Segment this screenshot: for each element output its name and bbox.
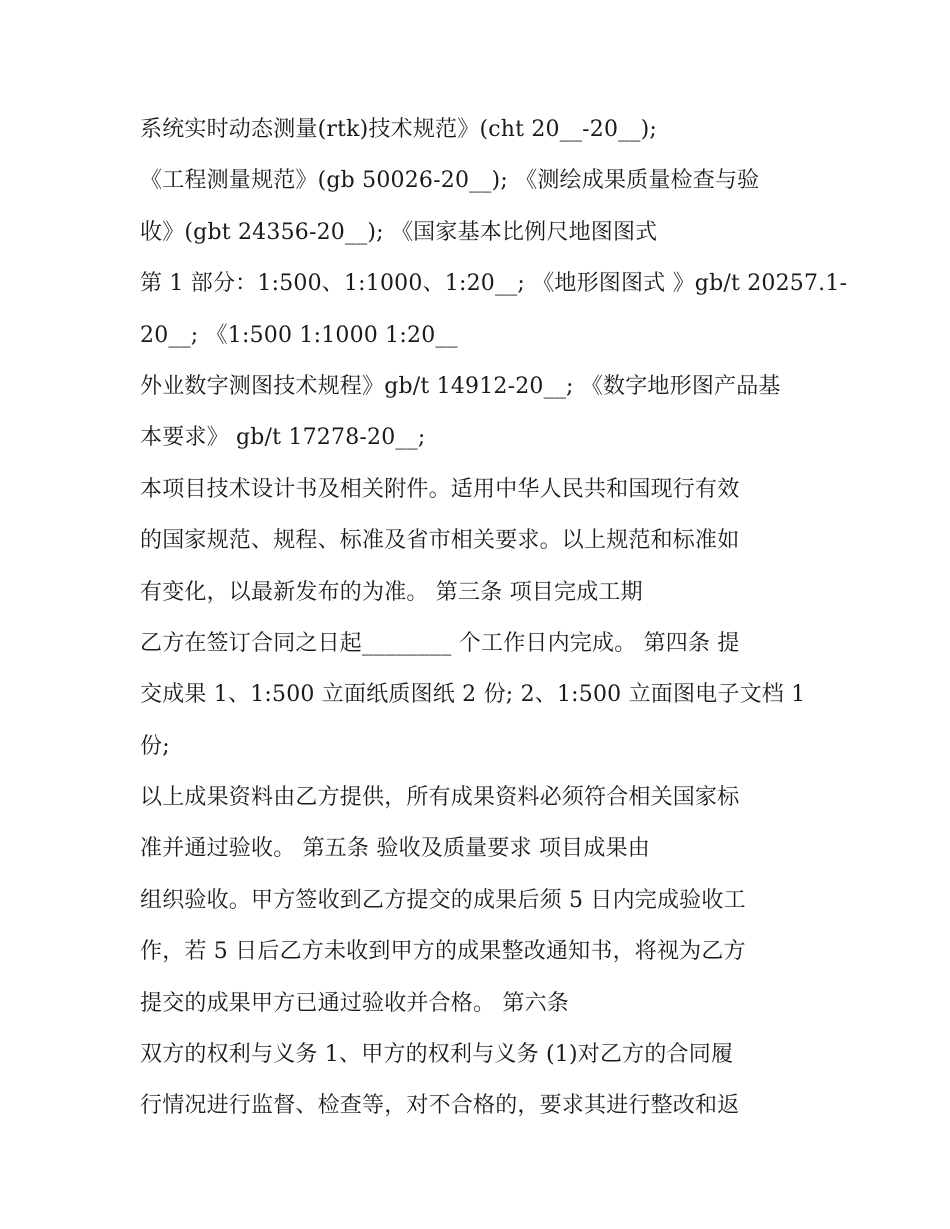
text-line: 准并通过验收。 第五条 验收及质量要求 项目成果由: [140, 836, 650, 862]
text-line: 提交的成果甲方已通过验收并合格。 第六条: [140, 990, 569, 1016]
text-line: 《工程测量规范》(gb 50026-20__); 《测绘成果质量检查与验: [140, 168, 760, 194]
text-line: 份;: [140, 733, 170, 759]
text-line: 交成果 1、1:500 立面纸质图纸 2 份; 2、1:500 立面图电子文档 1: [140, 682, 806, 708]
text-line: 本要求》 gb/t 17278-20__;: [140, 425, 426, 451]
text-line: 外业数字测图技术规程》gb/t 14912-20__; 《数字地形图产品基: [140, 373, 781, 399]
text-line: 乙方在签订合同之日起________ 个工作日内完成。 第四条 提: [140, 630, 740, 656]
text-line: 行情况进行监督、检查等，对不合格的，要求其进行整改和返: [140, 1093, 740, 1119]
document-body: [140, 104, 848, 1132]
text-line: 组织验收。甲方签收到乙方提交的成果后须 5 日内完成验收工: [140, 887, 746, 913]
text-line: 的国家规范、规程、标准及省市相关要求。以上规范和标准如: [140, 528, 740, 554]
text-line: 有变化，以最新发布的为准。 第三条 项目完成工期: [140, 579, 643, 605]
text-line: 双方的权利与义务 1、甲方的权利与义务 (1)对乙方的合同履: [140, 1042, 734, 1068]
text-line: 本项目技术设计书及相关附件。适用中华人民共和国现行有效: [140, 476, 740, 502]
text-line: 收》(gbt 24356-20__); 《国家基本比例尺地图图式: [140, 219, 658, 245]
text-line: 第 1 部分：1:500、1:1000、1:20__; 《地形图图式 》gb/t 20257.1-: [140, 271, 848, 297]
text-line: 系统实时动态测量(rtk)技术规范》(cht 20__-20__);: [140, 117, 657, 142]
text-line: 作，若 5 日后乙方未收到甲方的成果整改通知书，将视为乙方: [140, 939, 746, 965]
text-line: 20__; 《1:500 1:1000 1:20__: [140, 322, 458, 348]
text-line: 以上成果资料由乙方提供，所有成果资料必须符合相关国家标: [140, 785, 740, 811]
